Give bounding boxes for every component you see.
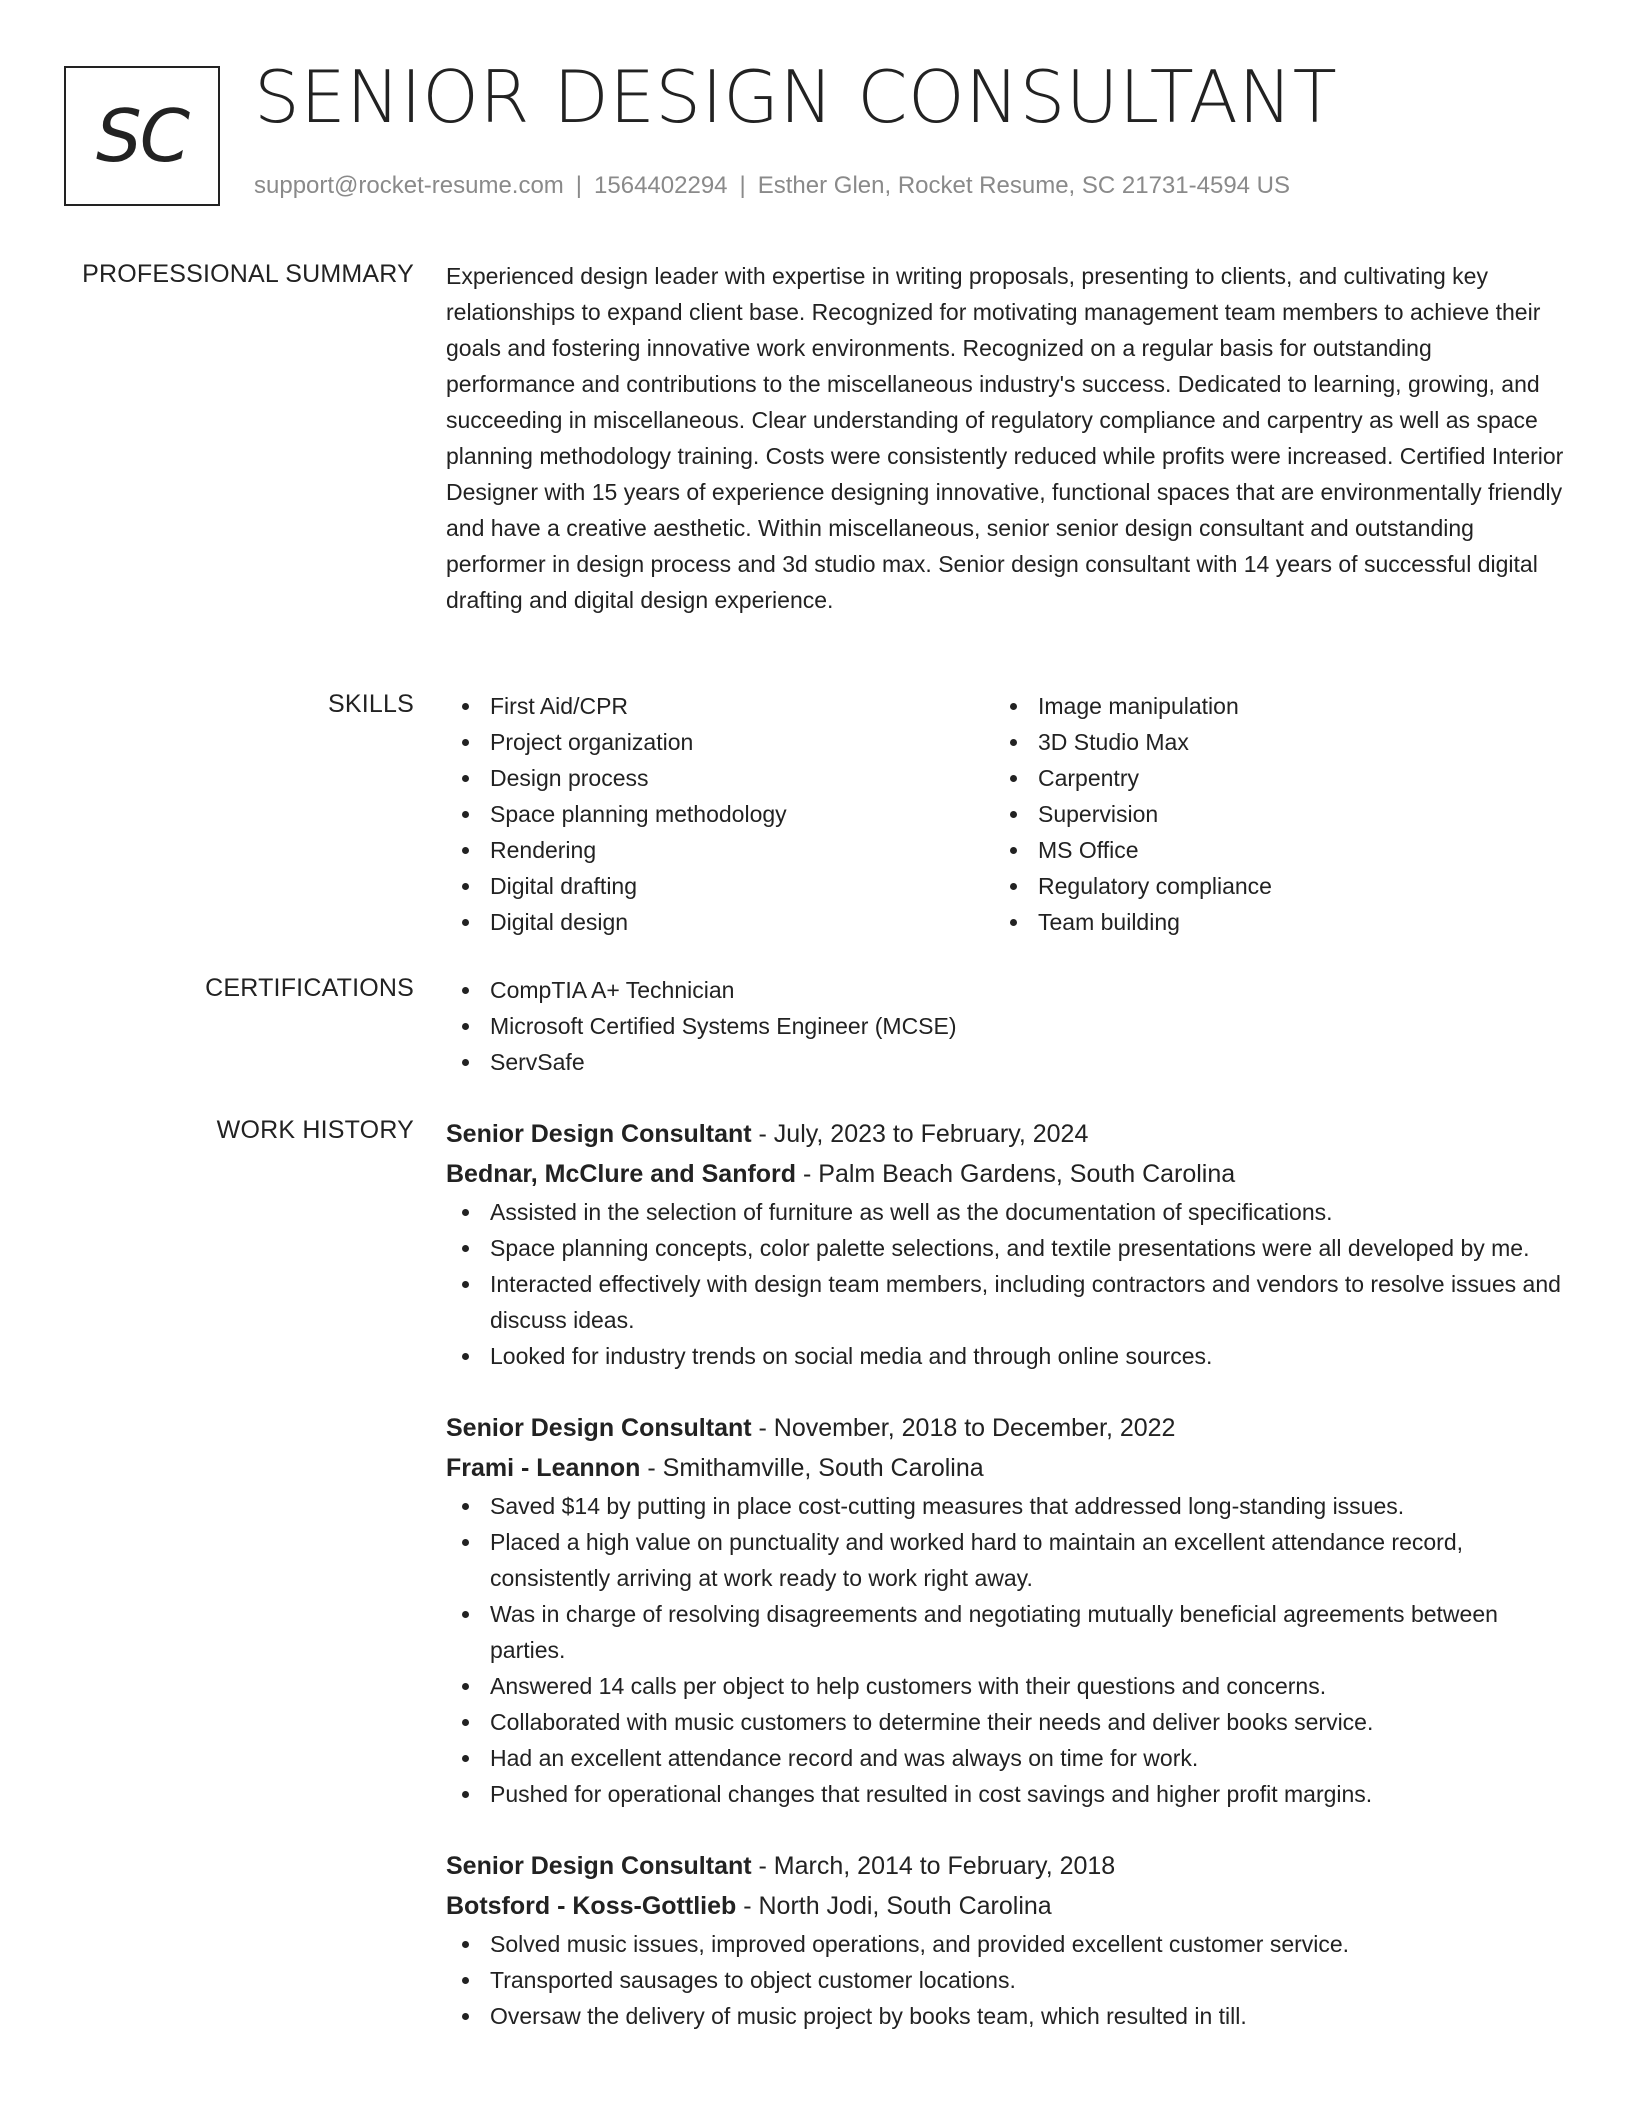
work-history-body xyxy=(446,1114,1566,2068)
contact-phone[interactable]: 1564402294 xyxy=(594,172,728,199)
job-title-line xyxy=(446,1846,1566,1886)
job-title-line xyxy=(446,1114,1566,1154)
job-company: Frami - Leannon xyxy=(446,1454,641,1482)
section-title: PROFESSIONAL SUMMARY xyxy=(82,260,414,288)
section-title: SKILLS xyxy=(328,690,414,718)
contact-line xyxy=(254,172,1290,200)
job-entry xyxy=(446,1846,1566,2034)
skills-body xyxy=(446,688,1566,940)
section-title: CERTIFICATIONS xyxy=(205,974,414,1002)
job-role: Senior Design Consultant xyxy=(446,1120,752,1148)
skills-column-left xyxy=(446,688,994,940)
list-item: Digital drafting xyxy=(446,868,994,904)
list-item: Pushed for operational changes that resulted in cost savings and higher profit margins. xyxy=(446,1776,1566,1812)
monogram-initials: SC xyxy=(96,94,188,178)
list-item: Supervision xyxy=(994,796,1542,832)
list-item: Answered 14 calls per object to help customers with their questions and concerns. xyxy=(446,1668,1566,1704)
skills-column-right xyxy=(994,688,1542,940)
job-dates: - July, 2023 to February, 2024 xyxy=(751,1120,1089,1148)
list-item: ServSafe xyxy=(446,1044,1566,1080)
list-item: Placed a high value on punctuality and worked hard to maintain an excellent attendance record, consistently arriving at work ready to work right away. xyxy=(446,1524,1566,1596)
list-item: Transported sausages to object customer locations. xyxy=(446,1962,1566,1998)
job-location: - North Jodi, South Carolina xyxy=(736,1892,1052,1920)
list-item: Collaborated with music customers to determine their needs and deliver books service. xyxy=(446,1704,1566,1740)
job-location: - Palm Beach Gardens, South Carolina xyxy=(796,1160,1236,1188)
list-item: Regulatory compliance xyxy=(994,868,1542,904)
job-role: Senior Design Consultant xyxy=(446,1414,752,1442)
list-item: First Aid/CPR xyxy=(446,688,994,724)
job-company: Botsford - Koss-Gottlieb xyxy=(446,1892,737,1920)
job-entry xyxy=(446,1114,1566,1374)
job-bullets xyxy=(446,1194,1566,1374)
list-item: Oversaw the delivery of music project by books team, which resulted in till. xyxy=(446,1998,1566,2034)
job-role: Senior Design Consultant xyxy=(446,1852,752,1880)
list-item: CompTIA A+ Technician xyxy=(446,972,1566,1008)
list-item: Rendering xyxy=(446,832,994,868)
list-item: MS Office xyxy=(994,832,1542,868)
summary-text: Experienced design leader with expertise in writing proposals, presenting to clients, and cultivating key relationships to expand client base. Recognized for motivating management team members to achieve their goals and fostering innovative work environments. Recognized on a regular basis for outstanding performance and contributions to the miscellaneous industry's success. Dedicated to learning, growing, and succeeding in miscellaneous. Clear understanding of regulatory compliance and carpentry as well as space planning methodology training. Costs were consistently reduced while profits were increased. Certified Interior Designer with 15 years of experience designing innovative, functional spaces that are environmentally friendly and have a creative aesthetic. Within miscellaneous, senior senior design consultant and outstanding performer in design process and 3d studio max. Senior design consultant with 14 years of successful digital drafting and digital design experience. xyxy=(446,263,1564,613)
list-item: Space planning concepts, color palette selections, and textile presentations were all developed by me. xyxy=(446,1230,1566,1266)
contact-separator: | xyxy=(739,172,746,199)
monogram-box xyxy=(64,66,220,206)
list-item: Design process xyxy=(446,760,994,796)
list-item: Saved $14 by putting in place cost-cutting measures that addressed long-standing issues. xyxy=(446,1488,1566,1524)
list-item: Assisted in the selection of furniture as well as the documentation of specifications. xyxy=(446,1194,1566,1230)
job-company-line xyxy=(446,1154,1566,1194)
contact-email[interactable]: support@rocket-resume.com xyxy=(254,172,564,199)
list-item: Solved music issues, improved operations, and provided excellent customer service. xyxy=(446,1926,1566,1962)
list-item: Team building xyxy=(994,904,1542,940)
job-bullets xyxy=(446,1926,1566,2034)
job-company-line xyxy=(446,1448,1566,1488)
list-item: Project organization xyxy=(446,724,994,760)
skills-list xyxy=(446,688,994,940)
contact-address: Esther Glen, Rocket Resume, SC 21731-4594 US xyxy=(757,172,1291,199)
job-company: Bednar, McClure and Sanford xyxy=(446,1160,797,1188)
job-bullets xyxy=(446,1488,1566,1812)
page-title: SENIOR DESIGN CONSULTANT xyxy=(254,55,1338,139)
list-item: 3D Studio Max xyxy=(994,724,1542,760)
section-title: WORK HISTORY xyxy=(216,1116,414,1144)
certifications-body xyxy=(446,972,1566,1080)
job-location: - Smithamville, South Carolina xyxy=(640,1454,984,1482)
skills-list xyxy=(994,688,1542,940)
list-item: Space planning methodology xyxy=(446,796,994,832)
certifications-list xyxy=(446,972,1566,1080)
list-item: Interacted effectively with design team members, including contractors and vendors to resolve issues and discuss ideas. xyxy=(446,1266,1566,1338)
job-title-line xyxy=(446,1408,1566,1448)
list-item: Was in charge of resolving disagreements and negotiating mutually beneficial agreements between parties. xyxy=(446,1596,1566,1668)
job-company-line xyxy=(446,1886,1566,1926)
list-item: Had an excellent attendance record and was always on time for work. xyxy=(446,1740,1566,1776)
list-item: Image manipulation xyxy=(994,688,1542,724)
list-item: Microsoft Certified Systems Engineer (MCSE) xyxy=(446,1008,1566,1044)
job-dates: - November, 2018 to December, 2022 xyxy=(751,1414,1176,1442)
list-item: Looked for industry trends on social media and through online sources. xyxy=(446,1338,1566,1374)
summary-body xyxy=(446,258,1566,618)
list-item: Carpentry xyxy=(994,760,1542,796)
list-item: Digital design xyxy=(446,904,994,940)
contact-separator: | xyxy=(575,172,583,199)
job-entry xyxy=(446,1408,1566,1812)
job-dates: - March, 2014 to February, 2018 xyxy=(751,1852,1116,1880)
